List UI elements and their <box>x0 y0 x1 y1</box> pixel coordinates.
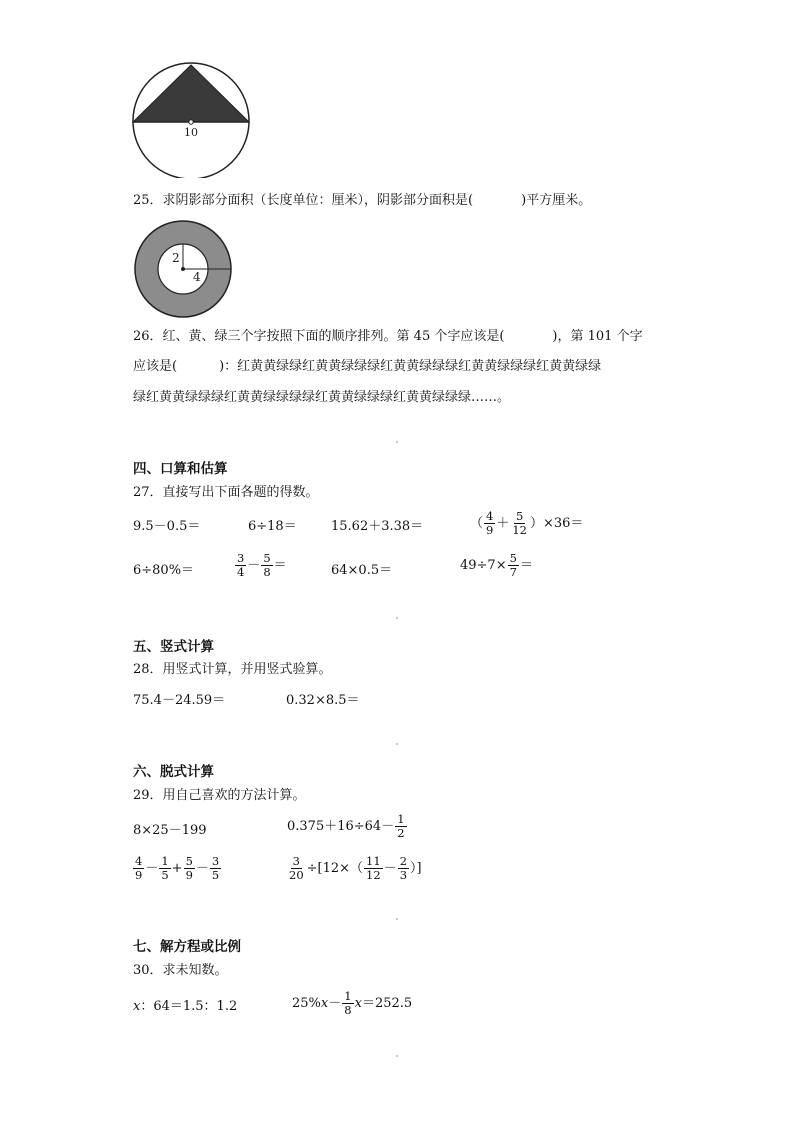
question-28-title: 28．用竖式计算，并用竖式验算。 <box>133 662 332 677</box>
paren: （ <box>470 516 484 531</box>
q27-expr-6 <box>234 552 287 579</box>
fraction <box>210 855 221 882</box>
denominator: 8 <box>263 565 271 579</box>
question-26-line2 <box>133 358 601 376</box>
q26-text: 26．红、黄、绿三个字按照下面的顺序排列。第 45 个字应该是( <box>133 329 505 344</box>
q29-expr-3 <box>132 855 222 882</box>
q26-text: )：红黄黄绿绿红黄黄绿绿绿红黄黄绿绿绿红黄黄绿绿绿红黄黄绿绿 <box>219 359 602 374</box>
denominator: 4 <box>237 565 245 579</box>
operator: ＝ <box>519 558 533 573</box>
section-5-title: 五、竖式计算 <box>133 639 214 655</box>
question-29-title: 29．用自己喜欢的方法计算。 <box>133 788 306 803</box>
figure-ring <box>133 219 235 319</box>
operator: － <box>328 996 342 1011</box>
numerator: 1 <box>397 812 405 826</box>
question-26-line1 <box>133 328 643 346</box>
center-point <box>181 267 185 271</box>
question-26-line3 <box>133 389 510 407</box>
denominator: 9 <box>486 523 494 537</box>
q27-expr-5: 6÷80%＝ <box>133 563 195 578</box>
numerator: 5 <box>263 551 271 565</box>
denominator: 5 <box>211 868 220 882</box>
fraction <box>398 855 409 882</box>
q29-expr-2 <box>287 813 408 840</box>
denominator: 8 <box>344 1003 352 1017</box>
q27-expr-2: 6÷18＝ <box>248 519 297 534</box>
operator: ）] <box>410 861 422 876</box>
denominator: 5 <box>161 868 169 882</box>
divider-dot <box>396 441 398 443</box>
question-30-title: 30．求未知数。 <box>133 963 228 978</box>
fraction <box>133 855 144 882</box>
numerator: 1 <box>344 989 352 1003</box>
numerator: 11 <box>366 854 381 868</box>
expr-text: ：64＝1.5：1.2 <box>140 999 238 1014</box>
q25-text-pre: 25．求阴影部分面积（长度单位：厘米），阴影部分面积是( <box>133 193 474 208</box>
fraction <box>235 552 246 579</box>
figure-circle-triangle <box>130 62 254 178</box>
denominator: 12 <box>366 868 381 882</box>
denominator: 7 <box>509 565 517 579</box>
numerator: 5 <box>509 551 517 565</box>
q27-expr-7: 64×0.5＝ <box>331 563 393 578</box>
numerator: 5 <box>185 854 193 868</box>
fraction <box>508 552 519 579</box>
fraction <box>510 510 529 537</box>
fraction <box>342 990 353 1017</box>
numerator: 4 <box>135 854 143 868</box>
q29-expr-1: 8×25－199 <box>133 823 207 838</box>
denominator: 3 <box>399 868 408 882</box>
denominator: 2 <box>397 826 405 840</box>
q27-expr-4 <box>470 510 583 537</box>
divider-dot <box>396 617 398 619</box>
section-7-title: 七、解方程或比例 <box>133 939 241 955</box>
q26-text: 绿红黄黄绿绿绿红黄黄绿绿绿绿红黄黄绿绿绿红黄黄绿绿绿……。 <box>133 390 511 405</box>
operator: ＝ <box>273 558 287 573</box>
q30-expr-1 <box>133 998 237 1016</box>
q27-expr-3: 15.62＋3.38＝ <box>331 519 424 534</box>
variable-x: x <box>354 996 362 1011</box>
q29-expr-4 <box>286 855 422 882</box>
q28-expr-1: 75.4－24.59＝ <box>133 693 226 708</box>
q27-expr-8 <box>460 552 533 579</box>
expr-text: 25% <box>292 996 321 1011</box>
fraction <box>261 552 272 579</box>
center-point <box>189 120 193 124</box>
operator: + <box>171 861 183 876</box>
denominator: 12 <box>512 523 527 537</box>
expr-text: ÷[12×（ <box>306 861 364 876</box>
variable-x: x <box>320 996 329 1011</box>
operator: － <box>145 861 159 876</box>
expr-text: 49÷7× <box>460 558 507 573</box>
fraction <box>287 855 306 882</box>
numerator: 1 <box>161 854 169 868</box>
numerator: 5 <box>516 509 524 523</box>
fraction <box>364 855 383 882</box>
variable-x: x <box>133 999 141 1014</box>
q26-text: )，第 101 个字 <box>552 329 643 344</box>
operator: ）×36＝ <box>530 516 584 531</box>
numerator: 3 <box>211 854 220 868</box>
section-4-title: 四、口算和估算 <box>133 461 228 477</box>
numerator: 2 <box>399 854 408 868</box>
q25-text-post: )平方厘米。 <box>521 193 592 208</box>
expr-text: ＝252.5 <box>361 996 413 1011</box>
q27-expr-1: 9.5－0.5＝ <box>133 519 201 534</box>
expr-text: 0.375＋16÷64－ <box>287 819 395 834</box>
operator: － <box>247 558 261 573</box>
divider-dot <box>396 743 398 745</box>
fraction <box>395 813 406 840</box>
operator: － <box>383 861 397 876</box>
divider-dot <box>396 918 398 920</box>
fraction <box>484 510 495 537</box>
question-25 <box>133 192 591 210</box>
fraction <box>184 855 195 882</box>
divider-dot <box>396 1055 398 1057</box>
numerator: 3 <box>292 854 300 868</box>
section-6-title: 六、脱式计算 <box>133 764 214 780</box>
inner-radius-label: 2 <box>172 251 180 265</box>
outer-radius-label: 4 <box>193 270 201 284</box>
q26-text: 应该是( <box>133 359 178 374</box>
q28-expr-2: 0.32×8.5＝ <box>286 693 360 708</box>
operator: ＋ <box>496 516 510 531</box>
question-27-title: 27．直接写出下面各题的得数。 <box>133 485 319 500</box>
numerator: 3 <box>237 551 245 565</box>
numerator: 4 <box>486 509 494 523</box>
diameter-label: 10 <box>184 126 198 139</box>
denominator: 9 <box>135 868 143 882</box>
denominator: 20 <box>289 868 304 882</box>
operator: － <box>195 861 209 876</box>
fraction <box>159 855 170 882</box>
q30-expr-2 <box>292 990 412 1017</box>
denominator: 9 <box>185 868 193 882</box>
